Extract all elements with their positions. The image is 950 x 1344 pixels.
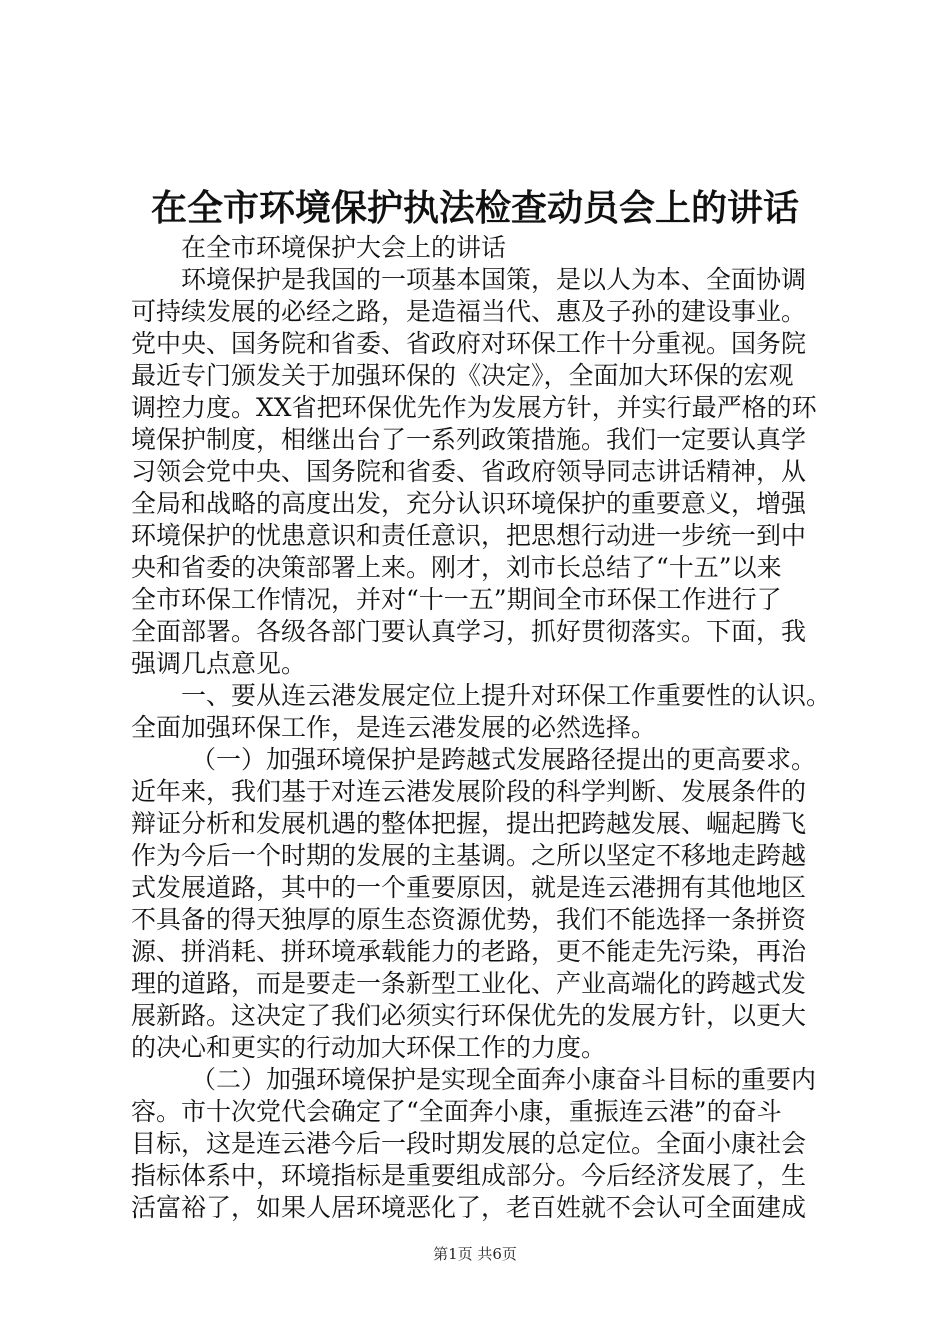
document-body <box>131 232 831 1224</box>
paragraph-line: 作为今后一个时期的发展的主基调。之所以坚定不移地走跨越 <box>131 841 807 870</box>
subtitle-line: 在全市环境保护大会上的讲话 <box>181 233 507 262</box>
paragraph-line: 环境保护的忧患意识和责任意识，把思想行动进一步统一到中 <box>131 521 807 550</box>
paragraph-line: 活富裕了，如果人居环境恶化了，老百姓就不会认可全面建成 <box>131 1193 807 1222</box>
paragraph-line: 全局和战略的高度出发，充分认识环境保护的重要意义，增强 <box>131 489 807 518</box>
paragraph-line: 全市环保工作情况，并对“十一五”期间全市环保工作进行了 <box>131 585 782 614</box>
paragraph-line: 全面部署。各级各部门要认真学习，抓好贯彻落实。下面，我 <box>131 617 807 646</box>
paragraph-line: 环境保护是我国的一项基本国策，是以人为本、全面协调 <box>181 265 807 294</box>
paragraph-line: 近年来，我们基于对连云港发展阶段的科学判断、发展条件的 <box>131 777 807 806</box>
paragraph-line: 可持续发展的必经之路，是造福当代、惠及子孙的建设事业。 <box>131 297 807 326</box>
paragraph-line: 式发展道路，其中的一个重要原因，就是连云港拥有其他地区 <box>131 873 807 902</box>
subsection-heading-line: （一）加强环境保护是跨越式发展路径提出的更高要求。 <box>191 745 817 774</box>
paragraph-line: 展新路。这决定了我们必须实行环保优先的发展方针，以更大 <box>131 1001 807 1030</box>
paragraph-line: 强调几点意见。 <box>131 649 307 678</box>
paragraph-line: 全面加强环保工作，是连云港发展的必然选择。 <box>131 713 657 742</box>
paragraph-line: 央和省委的决策部署上来。刚才，刘市长总结了“十五”以来 <box>131 553 782 582</box>
document-title: 在全市环境保护执法检查动员会上的讲话 <box>150 188 799 229</box>
paragraph-line: 境保护制度，相继出台了一系列政策措施。我们一定要认真学 <box>131 425 807 454</box>
subsection-heading-line: （二）加强环境保护是实现全面奔小康奋斗目标的重要内 <box>191 1065 817 1094</box>
paragraph-line: 辩证分析和发展机遇的整体把握，提出把跨越发展、崛起腾飞 <box>131 809 807 838</box>
paragraph-line: 目标，这是连云港今后一段时期发展的总定位。全面小康社会 <box>131 1129 807 1158</box>
paragraph-line: 调控力度。XX省把环保优先作为发展方针，并实行最严格的环 <box>131 393 817 422</box>
paragraph-line: 指标体系中，环境指标是重要组成部分。今后经济发展了，生 <box>131 1161 807 1190</box>
paragraph-line: 习领会党中央、国务院和省委、省政府领导同志讲话精神，从 <box>131 457 807 486</box>
paragraph-line: 理的道路，而是要走一条新型工业化、产业高端化的跨越式发 <box>131 969 807 998</box>
paragraph-line: 党中央、国务院和省委、省政府对环保工作十分重视。国务院 <box>131 329 807 358</box>
page-number: 第1页 共6页 <box>433 1245 517 1263</box>
paragraph-line: 源、拼消耗、拼环境承载能力的老路，更不能走先污染，再治 <box>131 937 807 966</box>
paragraph-line: 最近专门颁发关于加强环保的《决定》，全面加大环保的宏观 <box>131 361 794 390</box>
paragraph-line: 不具备的得天独厚的原生态资源优势，我们不能选择一条拼资 <box>131 905 807 934</box>
paragraph-line: 容。市十次党代会确定了“全面奔小康，重振连云港”的奋斗 <box>131 1097 782 1126</box>
paragraph-line: 的决心和更实的行动加大环保工作的力度。 <box>131 1033 607 1062</box>
section-heading-line: 一、要从连云港发展定位上提升对环保工作重要性的认识。 <box>181 681 832 710</box>
